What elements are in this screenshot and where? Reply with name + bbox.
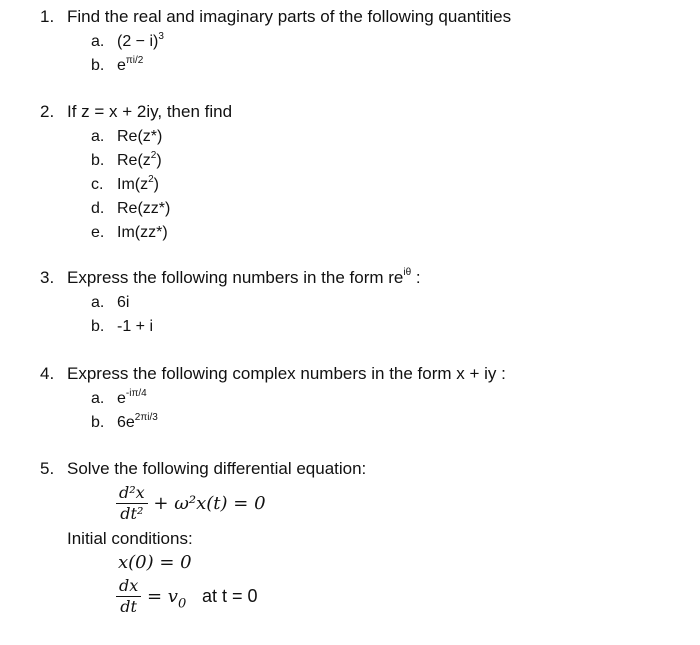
part-expression: Re(zz*) [117,200,171,217]
question-number: 2. [40,102,55,121]
part-exponent: πi/2 [125,54,144,66]
question-3-part-b [91,316,153,338]
initial-condition-position: x(0) = 0 [118,552,192,573]
initial-conditions-label [67,528,193,550]
part-letter: a. [91,33,105,50]
initial-conditions-text: Initial conditions: [67,529,193,548]
question-text: Express the following complex numbers in the form x + iy : [67,364,506,383]
part-expression: Im(zz*) [117,224,168,241]
question-text: Express the following numbers in the form re [67,268,404,287]
first-derivative-fraction [116,577,141,616]
question-5 [40,458,366,480]
question-number: 5. [40,459,55,478]
part-expression: Im(z [117,176,149,193]
question-3-part-a [91,292,129,314]
question-text: If z = x + 2iy, then find [67,102,233,121]
question-3 [40,267,421,289]
part-exponent: 2πi/3 [134,411,158,423]
part-letter: d. [91,200,105,217]
velocity-subscript: 0 [177,596,187,612]
part-letter: a. [91,390,105,407]
initial-condition-1 [118,552,192,573]
part-expression: e [117,390,126,407]
part-expression-tail: ) [156,152,162,169]
question-text: Solve the following differential equation: [67,459,367,478]
part-exponent: -iπ/4 [125,387,147,399]
question-1-part-a [91,31,164,53]
velocity-equals: = v [147,586,178,607]
part-letter: b. [91,414,105,431]
part-letter: c. [91,176,104,193]
part-letter: a. [91,128,105,145]
part-exponent: 2 [148,173,154,185]
part-expression-tail: ) [153,176,159,193]
fraction-denominator: dt² [120,504,144,523]
question-number: 3. [40,268,55,287]
fraction-numerator: d²x [116,484,148,504]
question-number: 4. [40,364,55,383]
question-number: 1. [40,7,55,26]
part-expression: Re(z*) [117,128,163,145]
initial-condition-2 [116,577,258,616]
part-expression: e [117,57,126,74]
part-expression: -1 + i [117,318,154,335]
part-exponent: 3 [158,30,164,42]
part-expression: (2 − i) [117,33,159,50]
part-exponent: 2 [150,149,157,161]
question-1-part-b [91,55,143,77]
question-1 [40,6,511,28]
equation-rest: + ω²x(t) = 0 [153,493,266,514]
part-expression: 6e [117,414,135,431]
question-exponent: iθ [403,267,412,279]
second-derivative-fraction [116,484,148,523]
part-expression: 6i [117,294,130,311]
condition-time: at t = 0 [202,586,258,606]
part-letter: a. [91,294,105,311]
part-letter: e. [91,224,105,241]
question-2-part-e [91,222,168,244]
question-text: Find the real and imaginary parts of the following quantities [67,7,512,26]
question-4-part-a [91,388,147,410]
part-expression: Re(z [117,152,151,169]
fraction-denominator: dt [120,597,137,616]
question-text-tail: : [411,268,421,287]
question-2 [40,101,232,123]
question-4 [40,363,506,385]
part-letter: b. [91,57,105,74]
question-2-part-a [91,126,162,148]
question-2-part-d [91,198,170,220]
part-letter: b. [91,152,105,169]
fraction-numerator: dx [116,577,141,597]
question-2-part-c [91,174,159,196]
question-4-part-b [91,412,158,434]
part-letter: b. [91,318,105,335]
differential-equation [116,484,266,523]
question-2-part-b [91,150,162,172]
